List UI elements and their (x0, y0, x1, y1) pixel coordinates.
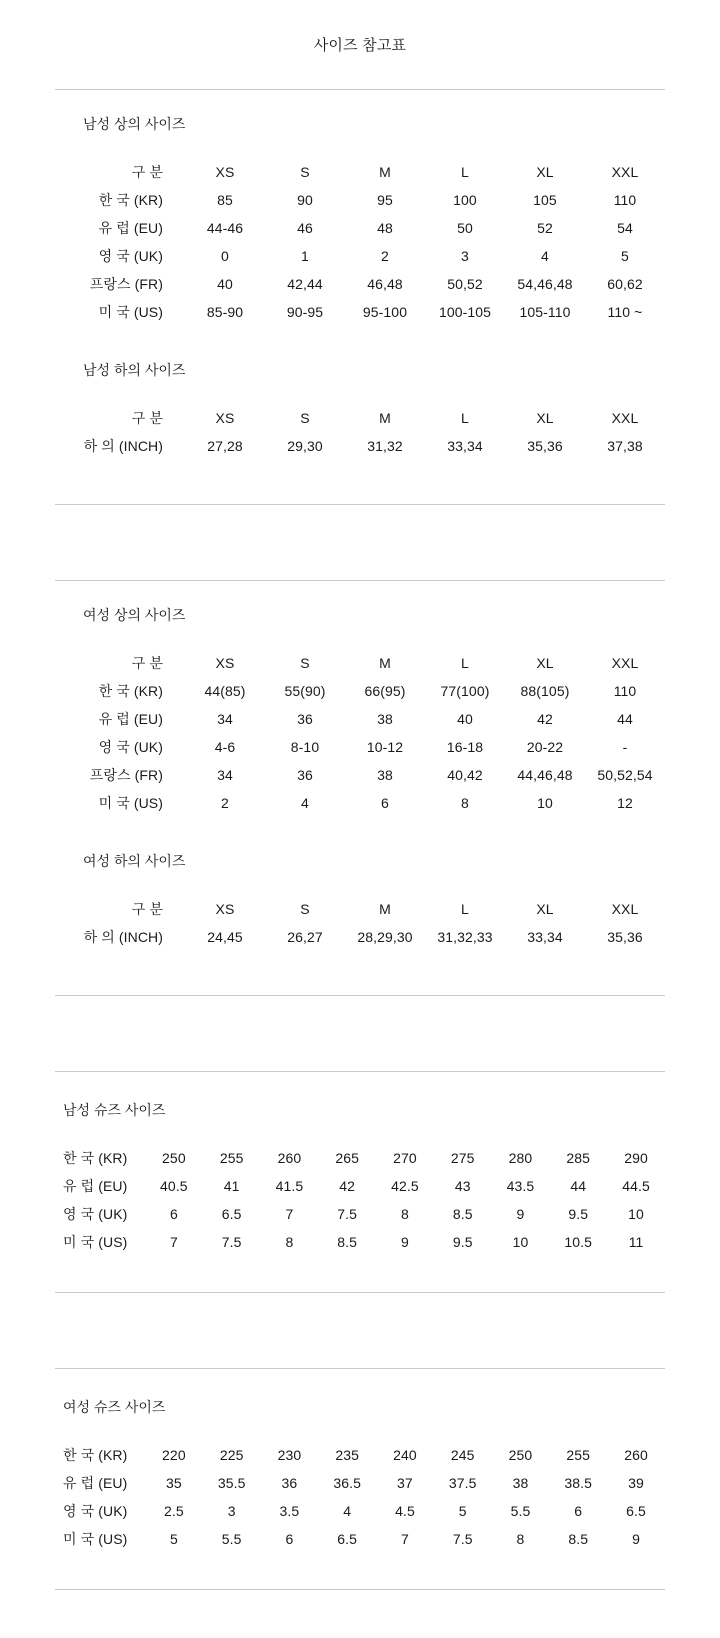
mens-apparel-section (55, 89, 665, 505)
size-value-cell: 42.5 (391, 1178, 419, 1194)
size-value-cell: 85-90 (206, 304, 244, 320)
table-header-row (55, 158, 665, 186)
table-header-row (55, 649, 665, 677)
size-value-cell: 42 (339, 1178, 356, 1194)
size-value-cell: 36 (297, 767, 313, 783)
size-value-cell: 41.5 (275, 1178, 304, 1194)
mens-shoe-size-table (55, 1144, 665, 1256)
table-row (55, 923, 665, 951)
size-value-cell: 90-95 (286, 304, 324, 320)
size-value-cell: 38 (512, 1475, 529, 1491)
size-value-cell: 5 (621, 248, 629, 264)
row-label: 영 국 (UK) (63, 1206, 128, 1222)
table-header-row (55, 895, 665, 923)
size-value-cell: 275 (450, 1150, 475, 1166)
table-row (55, 1441, 665, 1469)
size-value-cell: 16-18 (446, 739, 484, 755)
table-row (55, 1469, 665, 1497)
size-value-cell: 31,32 (367, 438, 403, 454)
size-value-cell: 41 (223, 1178, 240, 1194)
size-value-cell: 27,28 (207, 438, 243, 454)
size-value-cell: 52 (537, 220, 553, 236)
size-value-cell: 265 (335, 1150, 360, 1166)
size-value-cell: 2 (221, 795, 229, 811)
size-value-cell: 220 (162, 1447, 186, 1463)
row-label: 한 국 (KR) (98, 683, 163, 699)
size-value-cell: 10.5 (564, 1234, 593, 1250)
size-value-cell: 10 (537, 795, 553, 811)
table-row (55, 242, 665, 270)
column-header: 구 분 (131, 901, 163, 917)
womens-shoe-size-table (55, 1441, 665, 1553)
size-value-cell: 37.5 (448, 1475, 477, 1491)
size-value-cell: 260 (624, 1447, 648, 1463)
size-value-cell: 6.5 (626, 1503, 646, 1519)
size-value-cell: 39 (628, 1475, 644, 1491)
size-value-cell: 38.5 (564, 1475, 593, 1491)
size-value-cell: 5.5 (221, 1531, 242, 1547)
size-value-cell: 29,30 (287, 438, 323, 454)
size-value-cell: 2.5 (164, 1503, 184, 1519)
table-row (55, 298, 665, 326)
size-value-cell: 8.5 (568, 1531, 589, 1547)
size-value-cell: 54,46,48 (517, 276, 573, 292)
size-value-cell: 8-10 (290, 739, 320, 755)
mens-bottom-size-table (55, 404, 665, 460)
size-value-cell: 46 (297, 220, 313, 236)
row-label: 미 국 (US) (63, 1234, 128, 1250)
size-value-cell: 24,45 (207, 929, 243, 945)
size-value-cell: 44,46,48 (517, 767, 573, 783)
size-value-cell: 35,36 (607, 929, 643, 945)
size-value-cell: 280 (508, 1150, 533, 1166)
size-value-cell: 10 (512, 1234, 529, 1250)
size-value-cell: 8 (285, 1234, 294, 1250)
size-value-cell: 42 (537, 711, 553, 727)
size-value-cell: 55(90) (284, 683, 326, 699)
size-value-cell: 20-22 (526, 739, 564, 755)
column-header: XS (215, 655, 235, 671)
column-header: XXL (611, 164, 639, 180)
row-label: 영 국 (UK) (98, 248, 163, 264)
size-value-cell: 88(105) (520, 683, 570, 699)
size-value-cell: 40.5 (160, 1178, 188, 1194)
size-value-cell: 110 (613, 192, 637, 208)
womens-top-size-table (55, 649, 665, 817)
size-value-cell: 4-6 (214, 739, 236, 755)
size-value-cell: 6 (285, 1531, 294, 1547)
row-label: 유 럽 (EU) (98, 220, 163, 236)
mens-top-size-table-heading: 남성 상의 사이즈 (83, 116, 186, 132)
size-value-cell: 2 (381, 248, 389, 264)
column-header: M (379, 410, 391, 426)
size-value-cell: 33,34 (447, 438, 483, 454)
column-header: XL (536, 655, 554, 671)
size-value-cell: 95-100 (362, 304, 408, 320)
size-value-cell: 255 (219, 1150, 244, 1166)
size-value-cell: 43 (454, 1178, 471, 1194)
column-header: L (461, 901, 469, 917)
table-row (55, 789, 665, 817)
column-header: L (461, 410, 469, 426)
row-label: 영 국 (UK) (63, 1503, 128, 1519)
table-row (55, 270, 665, 298)
size-value-cell: 7.5 (221, 1234, 242, 1250)
table-row (55, 733, 665, 761)
womens-top-size-table-heading: 여성 상의 사이즈 (83, 607, 186, 623)
size-value-cell: 90 (297, 192, 313, 208)
column-header: L (461, 164, 469, 180)
table-row (55, 1497, 665, 1525)
size-value-cell: 110 (613, 683, 637, 699)
size-value-cell: 8.5 (337, 1234, 358, 1250)
size-value-cell: 225 (219, 1447, 244, 1463)
size-value-cell: 230 (277, 1447, 302, 1463)
size-value-cell: 8.5 (452, 1206, 473, 1222)
column-header: XL (536, 164, 554, 180)
size-value-cell: 105 (533, 192, 557, 208)
table-header-row (55, 404, 665, 432)
size-value-cell: 77(100) (440, 683, 490, 699)
size-value-cell: 250 (508, 1447, 533, 1463)
size-value-cell: 44(85) (204, 683, 246, 699)
womens-shoe-size-table-heading: 여성 슈즈 사이즈 (63, 1399, 166, 1415)
size-value-cell: 31,32,33 (437, 929, 493, 945)
table-row (55, 432, 665, 460)
row-label: 하 의 (INCH) (83, 929, 163, 945)
size-value-cell: 4 (343, 1503, 352, 1519)
table-row (55, 1228, 665, 1256)
row-label: 한 국 (KR) (98, 192, 163, 208)
row-label: 프랑스 (FR) (89, 276, 163, 292)
size-value-cell: 42,44 (287, 276, 323, 292)
mens-shoe-size-table-heading: 남성 슈즈 사이즈 (63, 1102, 166, 1118)
size-value-cell: 34 (217, 767, 233, 783)
row-label: 프랑스 (FR) (89, 767, 163, 783)
column-header: 구 분 (131, 164, 163, 180)
table-row (55, 1525, 665, 1553)
size-value-cell: 8 (401, 1206, 409, 1222)
size-value-cell: 255 (566, 1447, 591, 1463)
size-value-cell: 4 (541, 248, 549, 264)
size-value-cell: 44.5 (622, 1178, 650, 1194)
size-value-cell: 9 (401, 1234, 409, 1250)
table-row (55, 1172, 665, 1200)
column-header: 구 분 (131, 655, 163, 671)
size-value-cell: 50,52 (447, 276, 483, 292)
column-header: XXL (611, 410, 639, 426)
mens-shoes-section (55, 1071, 665, 1293)
size-value-cell: 4 (301, 795, 309, 811)
size-value-cell: 37,38 (607, 438, 643, 454)
size-value-cell: 7 (401, 1531, 409, 1547)
size-value-cell: 1 (301, 248, 309, 264)
column-header: S (300, 164, 310, 180)
mens-bottom-size-table-heading: 남성 하의 사이즈 (83, 362, 186, 378)
size-value-cell: 60,62 (607, 276, 643, 292)
size-sections (0, 89, 720, 1590)
size-value-cell: 35,36 (527, 438, 563, 454)
row-label: 미 국 (US) (98, 795, 163, 811)
size-value-cell: 6 (381, 795, 389, 811)
size-value-cell: 105-110 (519, 304, 571, 320)
size-value-cell: 7.5 (337, 1206, 358, 1222)
table-row (55, 1200, 665, 1228)
size-value-cell: 38 (377, 711, 393, 727)
size-value-cell: 54 (617, 220, 633, 236)
size-value-cell: 8 (461, 795, 469, 811)
row-label: 유 럽 (EU) (63, 1475, 128, 1491)
row-label: 유 럽 (EU) (63, 1178, 128, 1194)
column-header: M (379, 901, 391, 917)
size-value-cell: 44 (570, 1178, 587, 1194)
column-header: XS (215, 410, 235, 426)
size-value-cell: 245 (450, 1447, 475, 1463)
size-value-cell: 6.5 (337, 1531, 358, 1547)
womens-bottom-size-table (55, 895, 665, 951)
size-value-cell: 3 (461, 248, 469, 264)
size-value-cell: 4.5 (395, 1503, 415, 1519)
size-value-cell: 36 (297, 711, 313, 727)
size-value-cell: 9.5 (452, 1234, 473, 1250)
size-value-cell: 290 (624, 1150, 648, 1166)
column-header: XS (215, 164, 235, 180)
size-value-cell: 33,34 (527, 929, 563, 945)
size-value-cell: 100-105 (438, 304, 492, 320)
size-value-cell: 285 (566, 1150, 591, 1166)
womens-apparel-section (55, 580, 665, 996)
size-value-cell: 0 (221, 248, 229, 264)
size-value-cell: 85 (217, 192, 233, 208)
page-title: 사이즈 참고표 (313, 37, 407, 54)
size-value-cell: 28,29,30 (357, 929, 413, 945)
size-value-cell: 66(95) (364, 683, 406, 699)
size-value-cell: 5 (169, 1531, 178, 1547)
size-value-cell: - (622, 739, 628, 755)
size-value-cell: 6.5 (221, 1206, 242, 1222)
column-header: 구 분 (131, 410, 163, 426)
size-value-cell: 50,52,54 (597, 767, 653, 783)
size-value-cell: 5.5 (510, 1503, 531, 1519)
row-label: 유 럽 (EU) (98, 711, 163, 727)
size-value-cell: 260 (277, 1150, 302, 1166)
size-value-cell: 44 (617, 711, 633, 727)
size-value-cell: 43.5 (506, 1178, 535, 1194)
size-value-cell: 35 (165, 1475, 182, 1491)
size-value-cell: 110 ~ (607, 304, 643, 320)
column-header: S (300, 655, 310, 671)
size-value-cell: 36 (281, 1475, 298, 1491)
size-value-cell: 7 (169, 1234, 178, 1250)
size-value-cell: 40 (457, 711, 473, 727)
row-label: 미 국 (US) (98, 304, 163, 320)
size-value-cell: 10 (628, 1206, 644, 1222)
size-value-cell: 38 (377, 767, 393, 783)
table-row (55, 705, 665, 733)
size-value-cell: 9 (516, 1206, 525, 1222)
size-value-cell: 50 (457, 220, 473, 236)
table-row (55, 1144, 665, 1172)
size-value-cell: 250 (162, 1150, 186, 1166)
column-header: M (379, 655, 391, 671)
size-value-cell: 95 (377, 192, 393, 208)
column-header: S (300, 901, 310, 917)
size-value-cell: 3 (227, 1503, 236, 1519)
size-value-cell: 44-46 (206, 220, 244, 236)
column-header: XL (536, 901, 554, 917)
size-value-cell: 40,42 (447, 767, 483, 783)
table-row (55, 214, 665, 242)
womens-shoes-section (55, 1368, 665, 1590)
size-value-cell: 35.5 (217, 1475, 246, 1491)
row-label: 한 국 (KR) (63, 1447, 128, 1463)
size-value-cell: 9.5 (568, 1206, 589, 1222)
size-value-cell: 46,48 (367, 276, 403, 292)
womens-bottom-size-table-heading: 여성 하의 사이즈 (83, 853, 186, 869)
size-value-cell: 240 (393, 1447, 417, 1463)
size-value-cell: 26,27 (287, 929, 323, 945)
size-value-cell: 3.5 (279, 1503, 300, 1519)
column-header: XS (215, 901, 235, 917)
mens-top-size-table (55, 158, 665, 326)
size-value-cell: 6 (574, 1503, 583, 1519)
row-label: 영 국 (UK) (98, 739, 163, 755)
size-value-cell: 34 (217, 711, 233, 727)
size-value-cell: 12 (617, 795, 633, 811)
column-header: XXL (611, 655, 639, 671)
size-value-cell: 36.5 (333, 1475, 361, 1491)
size-value-cell: 7.5 (452, 1531, 473, 1547)
size-value-cell: 40 (217, 276, 233, 292)
size-value-cell: 37 (397, 1475, 413, 1491)
size-value-cell: 270 (393, 1150, 417, 1166)
size-value-cell: 6 (169, 1206, 178, 1222)
row-label: 한 국 (KR) (63, 1150, 128, 1166)
column-header: M (379, 164, 391, 180)
size-value-cell: 10-12 (366, 739, 404, 755)
size-value-cell: 100 (453, 192, 477, 208)
column-header: S (300, 410, 310, 426)
row-label: 미 국 (US) (63, 1531, 128, 1547)
table-row (55, 186, 665, 214)
row-label: 하 의 (INCH) (83, 438, 163, 454)
column-header: XXL (611, 901, 639, 917)
size-value-cell: 5 (458, 1503, 467, 1519)
size-value-cell: 9 (632, 1531, 640, 1547)
size-value-cell: 48 (377, 220, 393, 236)
column-header: XL (536, 410, 554, 426)
size-value-cell: 8 (516, 1531, 525, 1547)
table-row (55, 761, 665, 789)
column-header: L (461, 655, 469, 671)
size-value-cell: 7 (285, 1206, 294, 1222)
size-value-cell: 11 (628, 1234, 644, 1250)
size-value-cell: 235 (335, 1447, 360, 1463)
table-row (55, 677, 665, 705)
